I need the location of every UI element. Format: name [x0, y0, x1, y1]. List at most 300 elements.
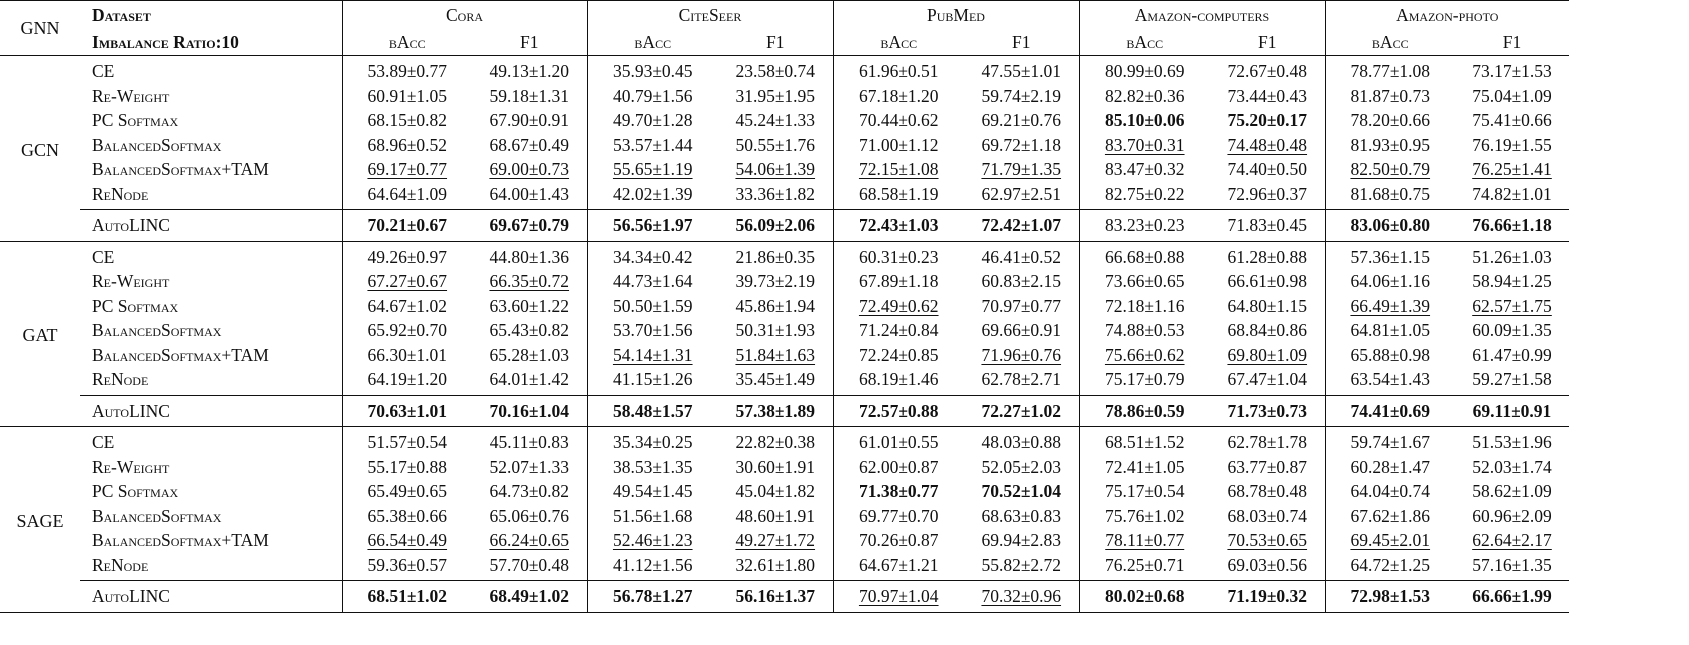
metric-value: 59.27±1.58 [1472, 369, 1552, 389]
metric-value: 47.55±1.01 [981, 61, 1062, 81]
method-name: Re-Weight [92, 456, 170, 477]
table-row [0, 56, 1569, 84]
f1-value-cell [1455, 84, 1569, 109]
metric-value: 57.38±1.89 [735, 400, 816, 421]
f1-value-cell [718, 343, 833, 368]
f1-value-cell [472, 108, 587, 133]
table-row [0, 528, 1569, 553]
bacc-value-cell [1079, 269, 1210, 294]
metric-value: 74.40±0.50 [1227, 159, 1308, 179]
metric-value: 83.47±0.32 [1104, 159, 1185, 179]
metric-value: 66.54±0.49 [367, 530, 448, 550]
f1-value-cell [1210, 269, 1325, 294]
metric-value: 78.20±0.66 [1350, 110, 1431, 130]
metric-value: 64.06±1.16 [1350, 271, 1431, 291]
f1-value-cell [472, 581, 587, 613]
metric-value: 58.62±1.09 [1472, 481, 1552, 501]
f1-value-cell [718, 455, 833, 480]
metric-value: 68.63±0.83 [981, 505, 1062, 526]
bacc-value-cell [342, 504, 472, 529]
metric-value: 75.17±0.54 [1104, 481, 1185, 501]
method-name: AutoLINC [80, 210, 342, 242]
bacc-value-cell [342, 108, 472, 133]
metric-value: 72.67±0.48 [1227, 61, 1308, 81]
metric-value: 44.80±1.36 [489, 246, 570, 267]
table-row [0, 343, 1569, 368]
metric-value: 49.13±1.20 [489, 61, 570, 81]
f1-value-cell [718, 294, 833, 319]
metric-value: 46.41±0.52 [981, 246, 1062, 267]
metric-value: 51.56±1.68 [612, 505, 693, 526]
metric-value: 65.43±0.82 [489, 320, 570, 340]
method-name: ReNode [92, 183, 149, 204]
f1-value-cell [1210, 427, 1325, 455]
bacc-value-cell [1079, 241, 1210, 269]
method-name: Re-Weight [92, 271, 170, 291]
f1-value-cell [1210, 504, 1325, 529]
metric-value: 45.86±1.94 [735, 295, 816, 316]
bacc-value-cell [833, 294, 964, 319]
metric-value: 53.89±0.77 [367, 61, 448, 81]
metric-value: 71.83±0.45 [1227, 215, 1308, 235]
bacc-value-cell [1325, 133, 1455, 158]
metric-value: 45.04±1.82 [735, 481, 816, 501]
metric-value: 49.54±1.45 [612, 481, 693, 501]
bacc-value-cell [342, 367, 472, 395]
bacc-value-cell [342, 395, 472, 427]
table-row [0, 84, 1569, 109]
table-row [0, 294, 1569, 319]
bacc-value-cell [1325, 528, 1455, 553]
bacc-value-cell [833, 318, 964, 343]
f1-value-cell [1210, 479, 1325, 504]
bacc-value-cell [587, 395, 718, 427]
dataset-header-amazon-computers: Amazon-computers [1079, 1, 1325, 30]
bacc-value-cell [587, 133, 718, 158]
f1-value-cell [964, 504, 1079, 529]
metric-value: 72.15±1.08 [858, 159, 939, 179]
gnn-column-header: GNN [0, 1, 80, 56]
f1-value-cell [964, 133, 1079, 158]
f1-value-cell [1210, 182, 1325, 210]
metric-value: 60.91±1.05 [367, 85, 448, 106]
f1-value-cell [718, 157, 833, 182]
metric-value: 70.26±0.87 [858, 530, 939, 550]
metric-value: 57.70±0.48 [489, 554, 570, 575]
metric-value: 68.58±1.19 [858, 183, 939, 204]
bacc-value-cell [1079, 528, 1210, 553]
bacc-value-cell [833, 108, 964, 133]
f1-value-cell [964, 294, 1079, 319]
metric-value: 70.52±1.04 [981, 481, 1062, 501]
f1-value-cell [1455, 553, 1569, 581]
metric-value: 60.09±1.35 [1472, 320, 1552, 340]
metric-value: 67.27±0.67 [367, 271, 448, 291]
dataset-header-cora: Cora [342, 1, 587, 30]
metric-value: 81.87±0.73 [1350, 85, 1431, 106]
bacc-value-cell [342, 427, 472, 455]
bacc-value-cell [833, 182, 964, 210]
metric-value: 66.49±1.39 [1350, 295, 1431, 316]
metric-value: 49.26±0.97 [367, 246, 448, 267]
f1-value-cell [718, 84, 833, 109]
f1-value-cell [1210, 318, 1325, 343]
f1-value-cell [718, 241, 833, 269]
metric-value: 75.41±0.66 [1472, 110, 1552, 130]
metric-value: 42.02±1.39 [612, 183, 693, 204]
bacc-value-cell [1325, 367, 1455, 395]
bacc-value-cell [833, 455, 964, 480]
metric-value: 64.01±1.42 [489, 369, 570, 389]
method-name: ReNode [92, 554, 149, 575]
bacc-value-cell [1079, 56, 1210, 84]
metric-value: 35.34±0.25 [612, 432, 693, 452]
metric-value: 82.75±0.22 [1104, 183, 1185, 204]
metric-value: 71.96±0.76 [981, 344, 1062, 365]
method-name: CE [80, 241, 342, 269]
metric-value: 50.31±1.93 [735, 320, 816, 340]
f1-value-cell [1210, 210, 1325, 242]
dataset-header-pubmed: PubMed [833, 1, 1079, 30]
f1-value-cell [1210, 367, 1325, 395]
method-name: PC Softmax [92, 110, 179, 130]
f1-value-cell [472, 157, 587, 182]
bacc-value-cell [342, 318, 472, 343]
f1-value-cell [472, 84, 587, 109]
metric-value: 64.19±1.20 [367, 369, 448, 389]
metric-value: 63.77±0.87 [1227, 456, 1308, 477]
metric-value: 68.15±0.82 [367, 110, 448, 130]
metric-value: 64.04±0.74 [1350, 481, 1431, 501]
f1-value-cell [1455, 395, 1569, 427]
metric-value: 70.97±0.77 [981, 295, 1062, 316]
metric-value: 63.54±1.43 [1350, 369, 1431, 389]
bacc-value-cell [1079, 84, 1210, 109]
bacc-value-cell [1325, 455, 1455, 480]
metric-value: 64.80±1.15 [1227, 295, 1308, 316]
f1-value-cell [472, 528, 587, 553]
method-name: PC Softmax [92, 295, 179, 316]
bacc-value-cell [587, 427, 718, 455]
f1-value-cell [472, 455, 587, 480]
metric-value: 69.45±2.01 [1350, 530, 1431, 550]
bacc-value-cell [833, 84, 964, 109]
bacc-value-cell [1325, 241, 1455, 269]
metric-header-bacc: bAcc [833, 29, 964, 56]
table-header [0, 1, 1569, 56]
f1-value-cell [718, 367, 833, 395]
metric-value: 48.03±0.88 [981, 432, 1062, 452]
bacc-value-cell [1079, 343, 1210, 368]
metric-value: 70.53±0.65 [1227, 530, 1308, 550]
bacc-value-cell [1325, 553, 1455, 581]
metric-value: 55.82±2.72 [981, 554, 1062, 575]
metric-value: 69.72±1.18 [981, 134, 1062, 155]
f1-value-cell [1210, 133, 1325, 158]
metric-value: 69.11±0.91 [1472, 400, 1552, 421]
f1-value-cell [472, 427, 587, 455]
metric-value: 65.49±0.65 [367, 481, 448, 501]
metric-value: 60.83±2.15 [981, 271, 1062, 291]
metric-value: 72.98±1.53 [1350, 586, 1431, 606]
bacc-value-cell [587, 343, 718, 368]
f1-value-cell [1210, 241, 1325, 269]
metric-value: 64.67±1.02 [367, 295, 448, 316]
f1-value-cell [1455, 56, 1569, 84]
method-name: CE [80, 56, 342, 84]
metric-value: 70.32±0.96 [981, 586, 1062, 606]
metric-value: 54.14±1.31 [612, 344, 693, 365]
metric-value: 69.80±1.09 [1227, 344, 1308, 365]
metric-value: 70.44±0.62 [858, 110, 939, 130]
bacc-value-cell [1079, 479, 1210, 504]
metric-value: 52.03±1.74 [1472, 456, 1552, 477]
table-row-autolinc [0, 395, 1569, 427]
metric-header-f1: F1 [1502, 32, 1522, 52]
metric-value: 85.10±0.06 [1104, 110, 1185, 130]
f1-value-cell [1455, 581, 1569, 613]
metric-value: 69.67±0.79 [489, 215, 570, 235]
bacc-value-cell [342, 294, 472, 319]
metric-value: 61.47±0.99 [1472, 344, 1552, 365]
metric-value: 76.25±0.71 [1104, 554, 1185, 575]
bacc-value-cell [342, 84, 472, 109]
f1-value-cell [472, 553, 587, 581]
metric-value: 69.77±0.70 [858, 505, 939, 526]
metric-value: 74.41±0.69 [1350, 400, 1431, 421]
f1-value-cell [964, 395, 1079, 427]
bacc-value-cell [1325, 210, 1455, 242]
f1-value-cell [964, 182, 1079, 210]
metric-value: 71.38±0.77 [858, 481, 939, 501]
bacc-value-cell [587, 367, 718, 395]
metric-header-bacc: bAcc [1325, 29, 1455, 56]
metric-value: 65.38±0.66 [367, 505, 448, 526]
metric-value: 58.48±1.57 [612, 400, 693, 421]
table-row [0, 455, 1569, 480]
f1-value-cell [1455, 367, 1569, 395]
table-row [0, 427, 1569, 455]
table-row [0, 318, 1569, 343]
metric-value: 61.28±0.88 [1227, 246, 1308, 267]
metric-value: 68.96±0.52 [367, 134, 448, 155]
table-row [0, 133, 1569, 158]
bacc-value-cell [587, 108, 718, 133]
metric-value: 62.78±1.78 [1227, 432, 1308, 452]
method-name: BalancedSoftmax+TAM [92, 344, 269, 365]
bacc-value-cell [833, 133, 964, 158]
metric-value: 52.46±1.23 [612, 530, 693, 550]
metric-value: 69.17±0.77 [367, 159, 448, 179]
metric-value: 62.57±1.75 [1472, 295, 1552, 316]
metric-value: 70.16±1.04 [489, 400, 570, 421]
table-row [0, 479, 1569, 504]
table-row [0, 504, 1569, 529]
metric-value: 70.63±1.01 [367, 400, 448, 421]
metric-value: 83.70±0.31 [1104, 134, 1185, 155]
metric-value: 78.77±1.08 [1350, 61, 1431, 81]
bacc-value-cell [1325, 84, 1455, 109]
metric-value: 35.93±0.45 [612, 61, 693, 81]
metric-value: 67.90±0.91 [489, 110, 570, 130]
metric-value: 66.66±1.99 [1472, 586, 1552, 606]
metric-value: 72.43±1.03 [858, 215, 939, 235]
f1-value-cell [718, 395, 833, 427]
metric-value: 56.56±1.97 [612, 215, 693, 235]
metric-value: 72.24±0.85 [858, 344, 939, 365]
metric-value: 64.73±0.82 [489, 481, 570, 501]
f1-value-cell [1455, 427, 1569, 455]
f1-value-cell [964, 108, 1079, 133]
metric-value: 61.01±0.55 [858, 432, 939, 452]
metric-value: 66.61±0.98 [1227, 271, 1308, 291]
bacc-value-cell [833, 504, 964, 529]
metric-value: 58.94±1.25 [1472, 271, 1552, 291]
bacc-value-cell [587, 241, 718, 269]
metric-value: 69.21±0.76 [981, 110, 1062, 130]
metric-header-bacc: bAcc [587, 29, 718, 56]
f1-value-cell [1455, 455, 1569, 480]
metric-value: 32.61±1.80 [735, 554, 816, 575]
metric-value: 74.82±1.01 [1472, 183, 1552, 204]
metric-value: 61.96±0.51 [858, 61, 939, 81]
method-name: CE [80, 427, 342, 455]
metric-value: 60.96±2.09 [1472, 505, 1552, 526]
f1-value-cell [1210, 56, 1325, 84]
metric-value: 55.17±0.88 [367, 456, 448, 477]
bacc-value-cell [833, 56, 964, 84]
f1-value-cell [964, 479, 1079, 504]
bacc-value-cell [1325, 56, 1455, 84]
metric-value: 56.78±1.27 [612, 586, 693, 606]
f1-value-cell [964, 553, 1079, 581]
table-row [0, 241, 1569, 269]
metric-header-bacc: bAcc [342, 29, 472, 56]
f1-value-cell [472, 504, 587, 529]
metric-value: 69.03±0.56 [1227, 554, 1308, 575]
f1-value-cell [1455, 504, 1569, 529]
f1-value-cell [1455, 294, 1569, 319]
metric-value: 75.76±1.02 [1104, 505, 1185, 526]
metric-value: 81.68±0.75 [1350, 183, 1431, 204]
metric-value: 71.79±1.35 [981, 159, 1062, 179]
bacc-value-cell [587, 210, 718, 242]
bacc-value-cell [1079, 133, 1210, 158]
metric-value: 53.70±1.56 [612, 320, 693, 340]
metric-value: 41.12±1.56 [612, 554, 693, 575]
bacc-value-cell [342, 479, 472, 504]
table-row-autolinc [0, 581, 1569, 613]
metric-value: 80.02±0.68 [1104, 586, 1185, 606]
metric-value: 64.64±1.09 [367, 183, 448, 204]
metric-value: 82.82±0.36 [1104, 85, 1185, 106]
metric-value: 75.20±0.17 [1227, 110, 1308, 130]
bacc-value-cell [1079, 294, 1210, 319]
bacc-value-cell [342, 343, 472, 368]
f1-value-cell [964, 318, 1079, 343]
metric-value: 83.06±0.80 [1350, 215, 1431, 235]
bacc-value-cell [833, 157, 964, 182]
metric-header-f1: F1 [766, 32, 785, 52]
metric-value: 68.51±1.02 [367, 586, 448, 606]
method-name: BalancedSoftmax+TAM [92, 159, 269, 179]
metric-value: 76.25±1.41 [1472, 159, 1552, 179]
f1-value-cell [472, 367, 587, 395]
metric-value: 78.11±0.77 [1105, 530, 1185, 550]
metric-value: 60.28±1.47 [1350, 456, 1431, 477]
f1-value-cell [718, 182, 833, 210]
metric-value: 44.73±1.64 [612, 271, 693, 291]
bacc-value-cell [1079, 157, 1210, 182]
metric-value: 45.24±1.33 [735, 110, 816, 130]
dataset-header-citeseer: CiteSeer [587, 1, 833, 30]
bacc-value-cell [342, 56, 472, 84]
metric-value: 80.99±0.69 [1104, 61, 1185, 81]
gnn-group-label: SAGE [0, 427, 80, 613]
f1-value-cell [1455, 210, 1569, 242]
metric-header-f1: F1 [1012, 32, 1031, 52]
metric-value: 59.18±1.31 [489, 85, 570, 106]
f1-value-cell [718, 581, 833, 613]
metric-value: 60.31±0.23 [858, 246, 939, 267]
metric-value: 68.19±1.46 [858, 369, 939, 389]
metric-value: 71.24±0.84 [858, 320, 939, 340]
f1-value-cell [472, 56, 587, 84]
metric-value: 78.86±0.59 [1104, 400, 1185, 421]
metric-value: 65.28±1.03 [489, 344, 570, 365]
metric-value: 54.06±1.39 [735, 159, 816, 179]
f1-value-cell [964, 367, 1079, 395]
bacc-value-cell [1325, 581, 1455, 613]
metric-value: 49.70±1.28 [612, 110, 693, 130]
f1-value-cell [964, 455, 1079, 480]
metric-value: 68.49±1.02 [489, 586, 570, 606]
bacc-value-cell [833, 210, 964, 242]
f1-value-cell [1210, 84, 1325, 109]
metric-value: 72.41±1.05 [1104, 456, 1185, 477]
metric-value: 51.26±1.03 [1472, 246, 1552, 267]
f1-value-cell [1210, 395, 1325, 427]
metric-value: 67.47±1.04 [1227, 369, 1308, 389]
bacc-value-cell [342, 210, 472, 242]
metric-value: 57.16±1.35 [1472, 554, 1552, 575]
f1-value-cell [964, 241, 1079, 269]
metric-value: 68.84±0.86 [1227, 320, 1308, 340]
f1-value-cell [718, 479, 833, 504]
metric-value: 62.97±2.51 [981, 183, 1062, 204]
f1-value-cell [472, 210, 587, 242]
metric-value: 35.45±1.49 [735, 369, 816, 389]
f1-value-cell [964, 427, 1079, 455]
bacc-value-cell [833, 343, 964, 368]
metric-value: 34.34±0.42 [612, 246, 693, 267]
metric-value: 39.73±2.19 [735, 271, 816, 291]
f1-value-cell [964, 210, 1079, 242]
metric-value: 75.17±0.79 [1104, 369, 1185, 389]
bacc-value-cell [1079, 210, 1210, 242]
metric-value: 66.68±0.88 [1104, 246, 1185, 267]
f1-value-cell [718, 210, 833, 242]
method-name: BalancedSoftmax [92, 505, 222, 526]
table-row [0, 367, 1569, 395]
metric-value: 49.27±1.72 [735, 530, 816, 550]
method-name: PC Softmax [92, 481, 179, 501]
metric-value: 68.03±0.74 [1227, 505, 1308, 526]
metric-value: 21.86±0.35 [735, 246, 816, 267]
metric-value: 48.60±1.91 [735, 505, 816, 526]
bacc-value-cell [342, 241, 472, 269]
metric-value: 31.95±1.95 [735, 85, 816, 106]
